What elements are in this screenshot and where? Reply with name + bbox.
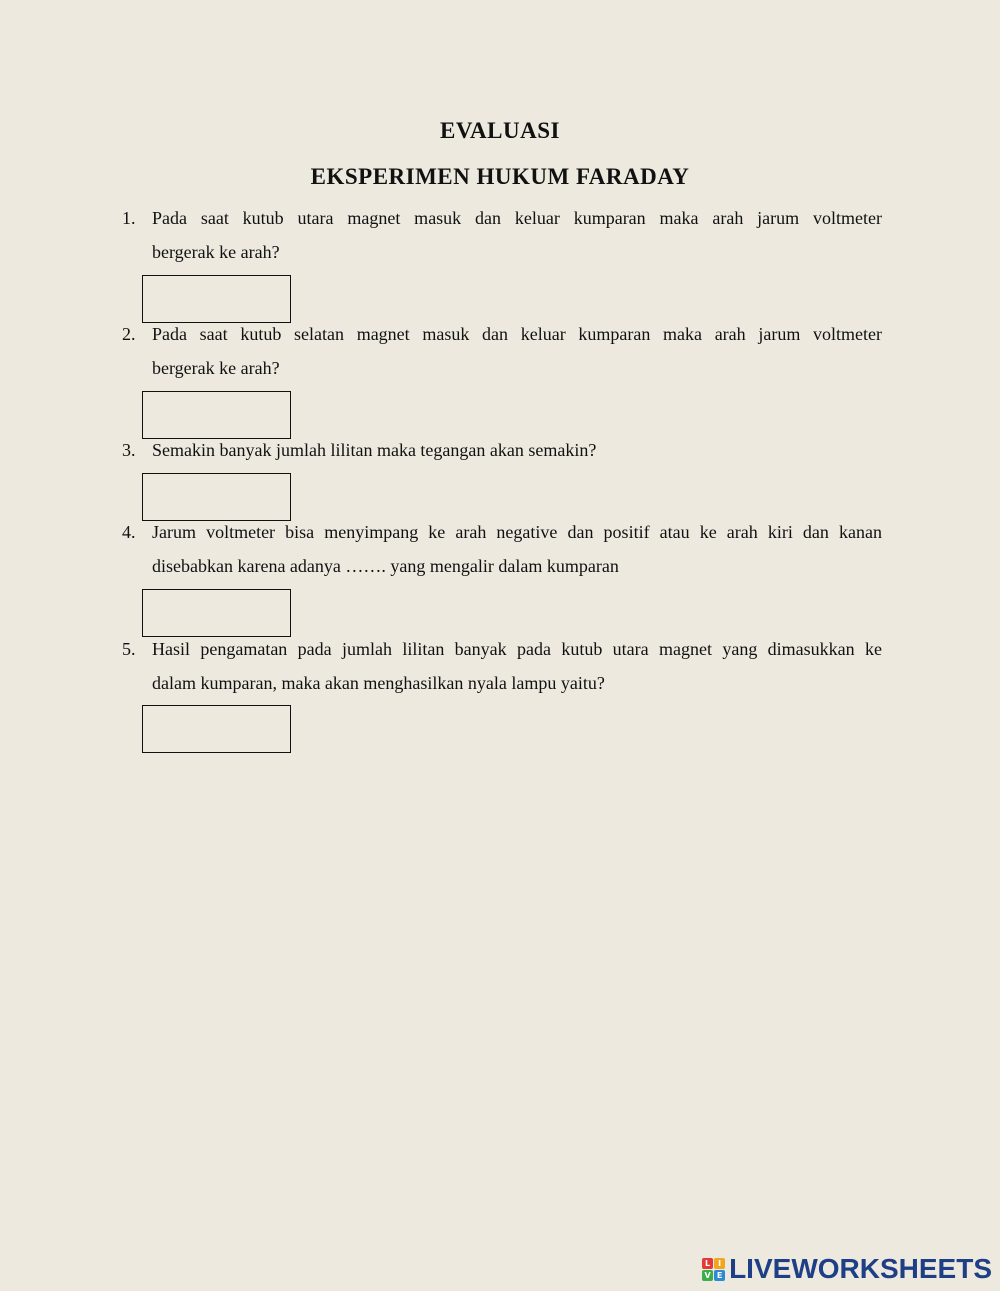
question-2 <box>122 317 882 385</box>
question-3 <box>122 433 882 467</box>
answer-box-2[interactable] <box>142 391 291 439</box>
answer-box-3[interactable] <box>142 473 291 521</box>
logo-letter: I <box>714 1258 725 1269</box>
question-number: 5. <box>122 639 136 659</box>
answer-box-1[interactable] <box>142 275 291 323</box>
question-text-continued: dalam kumparan, maka akan menghasilkan nyala lampu yaitu? <box>152 673 605 693</box>
brand-name: LIVEWORKSHEETS <box>729 1253 992 1284</box>
question-text: Hasil pengamatan pada jumlah lilitan banyak pada kutub utara magnet yang dimasukkan ke <box>152 639 882 659</box>
logo-letter: E <box>714 1270 725 1281</box>
question-text-continued: bergerak ke arah? <box>152 242 280 262</box>
question-text: Pada saat kutub selatan magnet masuk dan keluar kumparan maka arah jarum voltmeter <box>152 324 882 344</box>
question-5 <box>122 632 882 700</box>
question-4 <box>122 515 882 583</box>
question-text-continued: bergerak ke arah? <box>152 358 280 378</box>
question-number: 4. <box>122 522 136 542</box>
question-text-continued: disebabkan karena adanya ……. yang mengalir dalam kumparan <box>152 556 619 576</box>
logo-letter: V <box>702 1270 713 1281</box>
question-text: Pada saat kutub utara magnet masuk dan keluar kumparan maka arah jarum voltmeter <box>152 208 882 228</box>
logo-letter: L <box>702 1258 713 1269</box>
page-title: EVALUASI <box>440 118 560 143</box>
answer-box-4[interactable] <box>142 589 291 637</box>
question-text: Semakin banyak jumlah lilitan maka tegangan akan semakin? <box>152 440 597 460</box>
liveworksheets-brand[interactable] <box>702 1253 992 1285</box>
question-number: 3. <box>122 440 136 460</box>
question-text: Jarum voltmeter bisa menyimpang ke arah negative dan positif atau ke arah kiri dan kanan <box>152 522 882 542</box>
answer-box-5[interactable] <box>142 705 291 753</box>
question-1 <box>122 201 882 269</box>
question-number: 1. <box>122 208 136 228</box>
liveworksheets-logo-icon <box>702 1258 725 1281</box>
page-subtitle: EKSPERIMEN HUKUM FARADAY <box>310 164 690 189</box>
question-number: 2. <box>122 324 136 344</box>
